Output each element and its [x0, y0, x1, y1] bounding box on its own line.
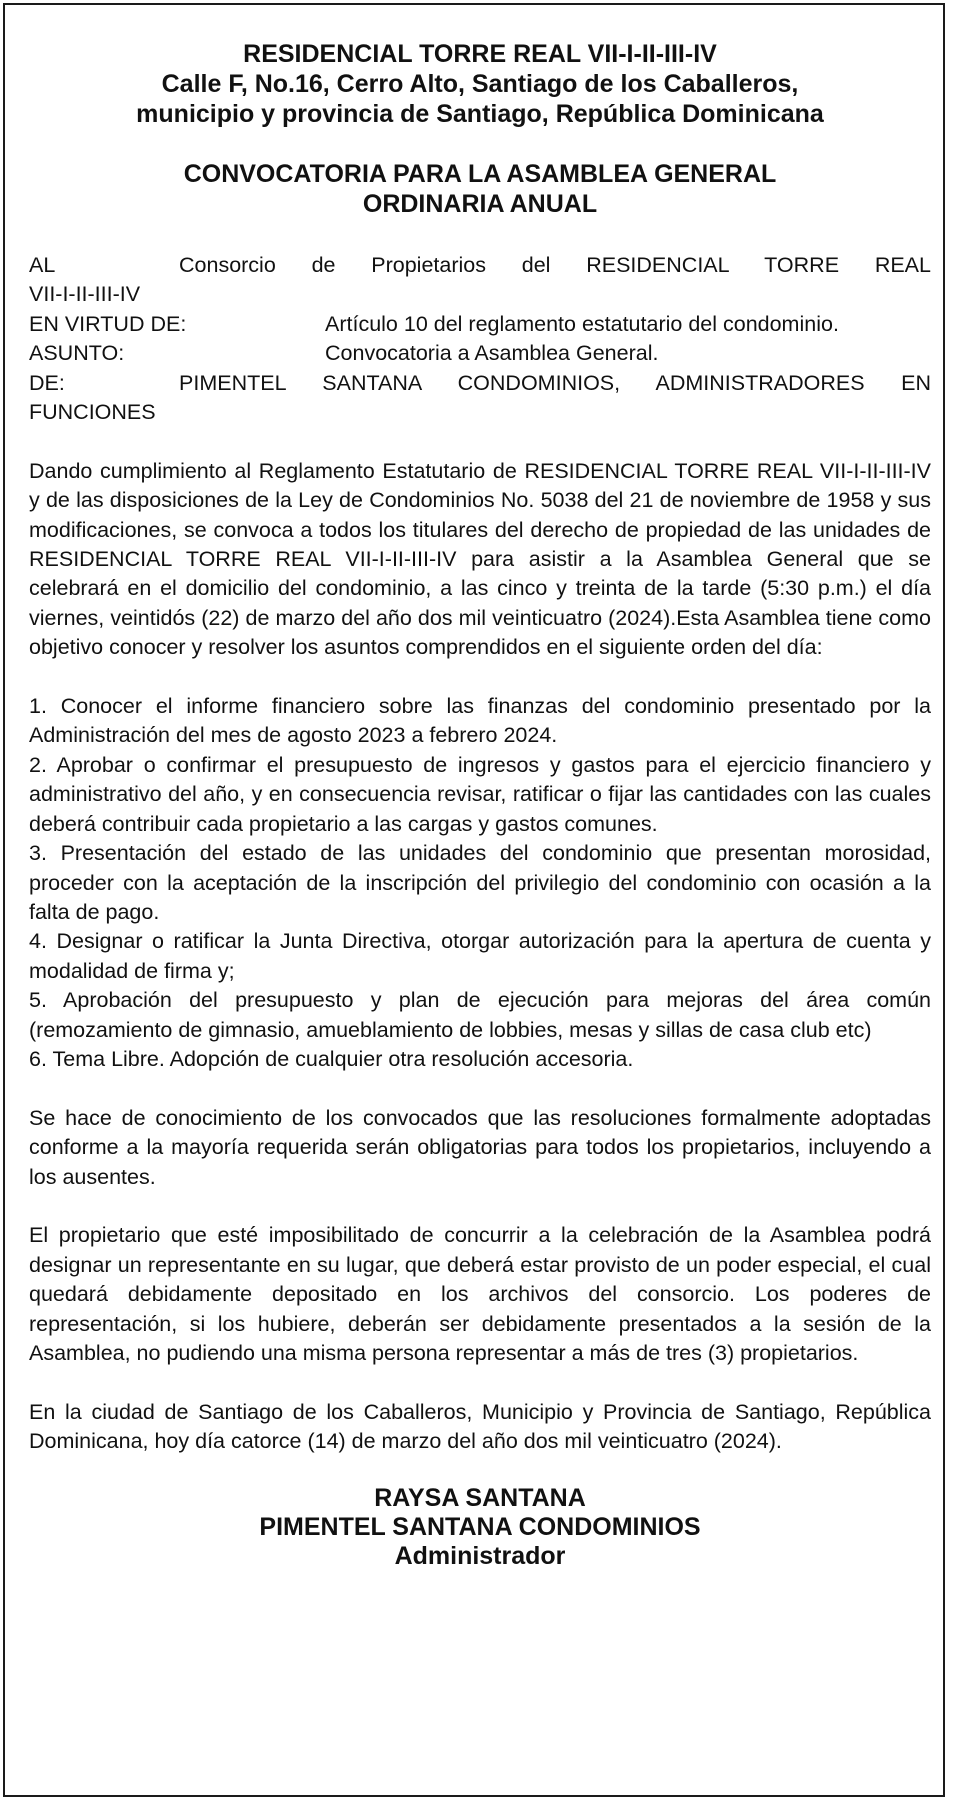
memo-row-asunto — [29, 339, 931, 368]
memo-row-de — [29, 369, 931, 398]
spacer — [29, 1368, 931, 1397]
memo-de-label: DE: — [29, 370, 65, 395]
representation-paragraph: El propietario que esté imposibilitado de concurrir a la celebración de la Asamblea podrá designar un representante en su lugar, que deberá estar provisto de un poder especial, el cual quedará debidamente depositado en los archivos del consorcio. Los poderes de representación, si los hubiere, deberán ser debidamente presentados a la sesión de la Asamblea, no pudiendo una misma persona representar a más de tres (3) propietarios. — [29, 1223, 931, 1365]
date-paragraph: En la ciudad de Santiago de los Caballeros, Municipio y Provincia de Santiago, República Dominicana, hoy día catorce (14) de marzo del año dos mil veinticuatro (2024). — [29, 1399, 931, 1454]
agenda-item: 2. Aprobar o confirmar el presupuesto de ingresos y gastos para el ejercicio financiero y administrativo del año, y en consecuencia revisar, ratificar o fijar las cantidades con las cuales deberá contribuir cada propietario a las cargas y gastos comunes. — [29, 752, 931, 836]
signatory-company: PIMENTEL SANTANA CONDOMINIOS — [259, 1512, 701, 1541]
notice-title-line-2: ORDINARIA ANUAL — [362, 190, 598, 218]
agenda-list — [29, 692, 931, 1074]
notice-title — [29, 159, 931, 219]
agenda-item: 1. Conocer el informe financiero sobre las finanzas del condominio presentado por la Administración del mes de agosto 2023 a febrero 2024. — [29, 694, 931, 748]
memo-asunto-value: Convocatoria a Asamblea General. — [325, 341, 659, 366]
memo-de-value: PIMENTEL SANTANA CONDOMINIOS, ADMINISTRADORES EN — [179, 370, 931, 395]
agenda-item: 6. Tema Libre. Adopción de cualquier otra resolución accesoria. — [29, 1046, 634, 1071]
notice-border — [3, 3, 945, 1797]
signature-block — [29, 1484, 931, 1571]
memo-al-value: Consorcio de Propietarios del RESIDENCIAL TORRE REAL — [179, 253, 931, 277]
residence-address-line-2: municipio y provincia de Santiago, República Dominicana — [136, 100, 824, 128]
notice-title-line-1: CONVOCATORIA PARA LA ASAMBLEA GENERAL — [183, 160, 777, 188]
spacer — [29, 663, 931, 692]
signatory-role: Administrador — [394, 1541, 566, 1570]
residence-name: RESIDENCIAL TORRE REAL VII-I-II-III-IV — [243, 40, 717, 68]
notice-body — [29, 457, 931, 1457]
memo-asunto-label: ASUNTO: — [29, 341, 125, 366]
residence-header — [29, 39, 931, 129]
signatory-name: RAYSA SANTANA — [374, 1483, 586, 1512]
agenda-item: 3. Presentación del estado de las unidades del condominio que presentan morosidad, proceder con la aceptación de la inscripción del privilegio del condominio con ocasión a la falta de pago. — [29, 841, 931, 924]
notice-content — [29, 39, 931, 1571]
memo-virtud-value: Artículo 10 del reglamento estatutario del condominio. — [325, 311, 839, 336]
agenda-item: 5. Aprobación del presupuesto y plan de ejecución para mejoras del área común (remozamiento de gimnasio, amueblamiento de lobbies, mesas y sillas de casa club etc) — [29, 988, 931, 1042]
memo-virtud-label: EN VIRTUD DE: — [29, 311, 187, 336]
resolutions-paragraph: Se hace de conocimiento de los convocados que las resoluciones formalmente adoptadas conforme a la mayoría requerida serán obligatorias para todos los propietarios, incluyendo a los ausentes. — [29, 1105, 931, 1189]
intro-paragraph: Dando cumplimiento al Reglamento Estatutario de RESIDENCIAL TORRE REAL VII-I-II-III-IV y de las disposiciones de la Ley de Condominios No. 5038 del 21 de noviembre de 1958 y sus modificaciones, se convoca a todos los titulares del derecho de propiedad de las unidades de RESIDENCIAL TORRE REAL VII-I-II-III-IV para asistir a la Asamblea General que se celebrará en el domicilio del condominio, a las cinco y treinta de la tarde (5:30 p.m.) el día viernes, veintidós (22) de marzo del año dos mil veinticuatro (2024).Esta Asamblea tiene como objetivo conocer y resolver los asuntos comprendidos en el siguiente orden del día: — [29, 458, 931, 660]
agenda-item: 4. Designar o ratificar la Junta Directiva, otorgar autorización para la apertura de cuenta y modalidad de firma y; — [29, 929, 931, 983]
memo-al-value-cont: VII-I-II-III-IV — [29, 282, 141, 307]
spacer — [29, 1074, 931, 1103]
memo-al-label: AL — [29, 253, 56, 277]
memo-header — [29, 251, 931, 427]
spacer — [29, 1192, 931, 1221]
memo-row-virtud — [29, 310, 931, 339]
memo-de-value-cont: FUNCIONES — [29, 400, 156, 425]
residence-address-line-1: Calle F, No.16, Cerro Alto, Santiago de los Caballeros, — [161, 70, 799, 98]
memo-row-al — [29, 251, 931, 280]
spacer — [29, 427, 931, 456]
